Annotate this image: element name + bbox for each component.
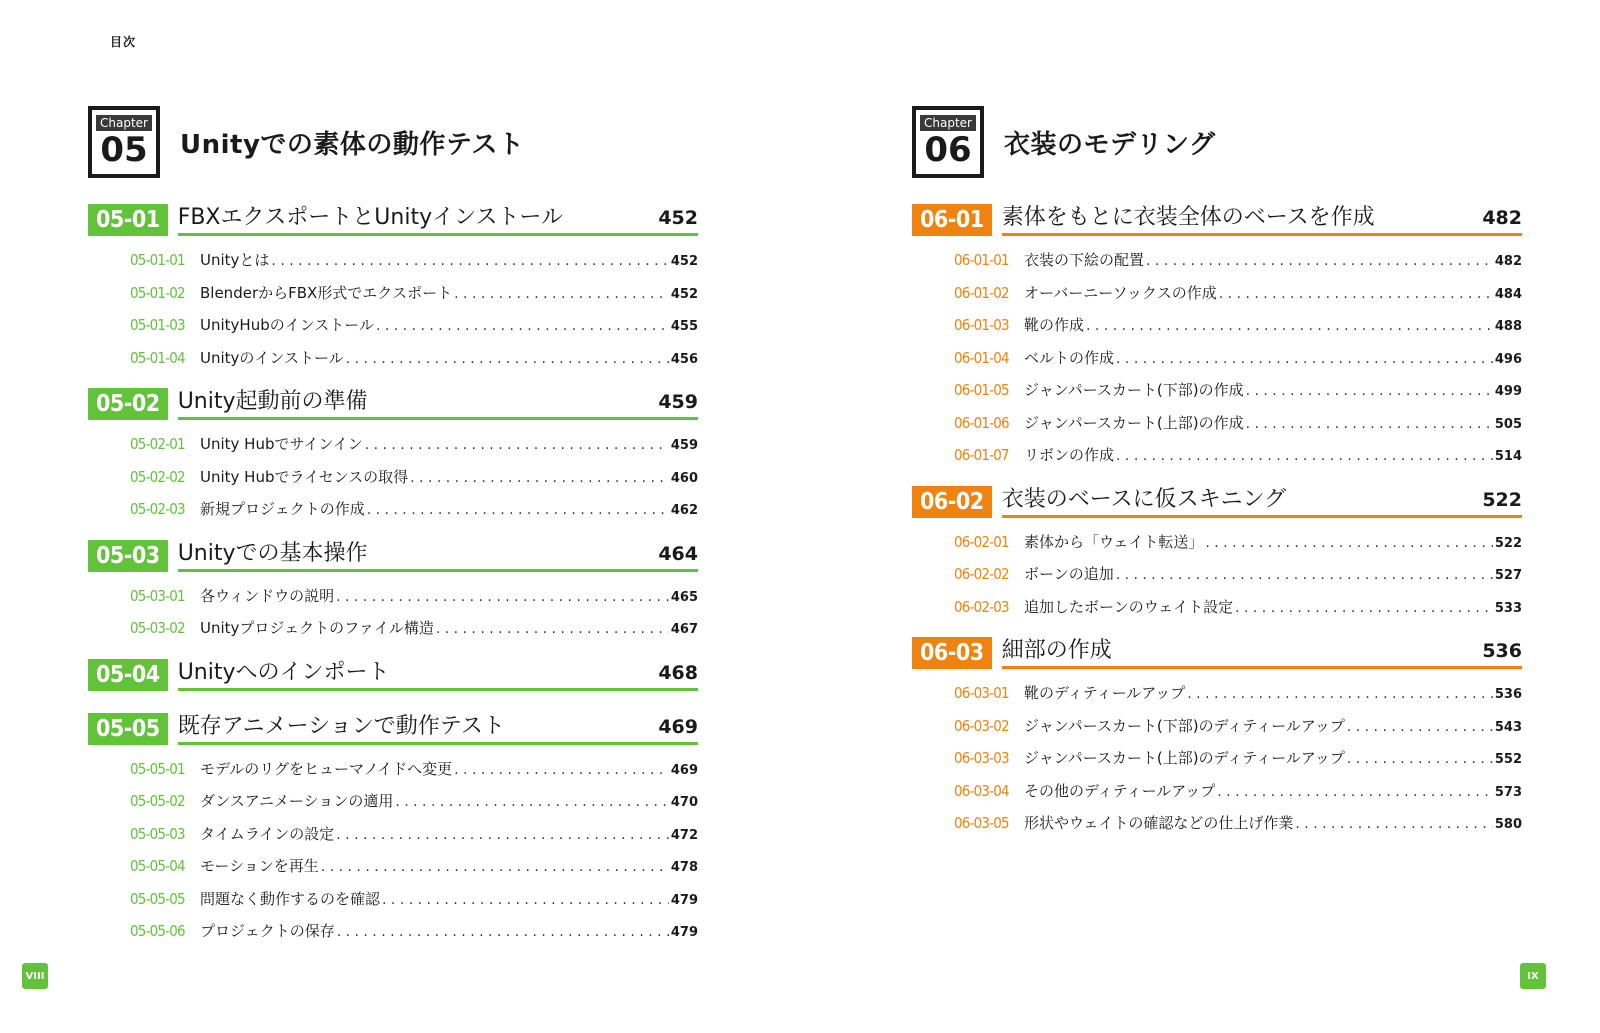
item-page-number: 460 [670,470,698,486]
section-page-number: 482 [1482,207,1522,229]
item-title: 素体から「ウェイト転送」 [1024,532,1204,551]
item-page-number: 462 [670,503,698,518]
toc-section [88,536,698,645]
item-title: その他のディティールアップ [1024,781,1216,800]
dot-leader [376,310,669,343]
dot-leader [1086,310,1493,343]
item-title: プロジェクトの保存 [200,922,335,940]
toc-item [130,428,698,461]
item-title: 新規プロジェクトの作成 [200,500,365,518]
item-title: Unityのインストール [200,348,344,367]
dot-leader [1116,559,1493,592]
toc-item-list [130,753,698,948]
section-header [912,482,1522,518]
chapter-label: Chapter [96,115,152,131]
dot-leader [1205,527,1492,560]
toc-item [130,277,698,310]
item-page-number: 505 [1494,416,1522,432]
item-title: タイムラインの設定 [200,824,335,843]
item-title: 各ウィンドウの説明 [200,586,335,605]
item-code: 05-03-02 [130,619,185,637]
toc-item [130,753,698,786]
toc-item [954,591,1522,624]
chapter-box [912,106,984,178]
left-page [88,0,698,1033]
item-title: モーションを再生 [200,857,319,875]
item-code: 06-02-01 [954,532,1009,551]
item-code: 05-01-03 [130,316,185,334]
section-header [88,200,698,236]
section-code-badge: 05-04 [88,659,168,691]
right-page [912,0,1522,1033]
toc-item [130,309,698,342]
dot-leader [367,494,669,527]
section-header [912,200,1522,236]
item-page-number: 514 [1494,449,1522,464]
section-page-number: 452 [658,207,698,229]
section-header [88,709,698,745]
toc-section [912,633,1522,840]
toc-item [130,244,698,277]
item-code: 06-01-07 [954,446,1009,464]
section-page-number: 464 [658,542,698,565]
dot-leader [436,613,669,646]
item-code: 05-05-06 [130,922,185,940]
toc-item [954,309,1522,342]
section-page-number: 468 [658,661,698,684]
toc-item [954,558,1522,591]
item-page-number: 580 [1494,817,1522,832]
section-header [88,536,698,572]
item-code: 06-01-01 [954,251,1009,269]
toc-item-list [130,244,698,374]
toc-item [954,807,1522,840]
section-title-row [178,538,698,572]
section-title: 衣装のベースに仮スキニング [1001,486,1287,512]
chapter-number: 06 [924,130,972,170]
item-title: 衣装の下絵の配置 [1024,251,1145,269]
item-title: ジャンパースカート(上部)のディティールアップ [1024,749,1345,767]
chapter-label: Chapter [920,115,976,131]
item-page-number: 452 [670,286,698,302]
toc-item [954,526,1522,559]
item-page-number: 484 [1494,286,1522,302]
item-page-number: 472 [670,827,698,843]
dot-leader [346,343,669,376]
section-header [912,633,1522,669]
item-title: モデルのリグをヒューマノイドへ変更 [200,759,453,778]
toc-item [954,439,1522,472]
item-title: UnityHubのインストール [200,316,374,334]
section-title: FBXエクスポートとUnityインストール [177,205,563,230]
section-list [88,200,698,958]
toc-item-list [130,428,698,526]
section-title-row [178,202,698,236]
section-title: 細部の作成 [1001,638,1112,663]
dot-leader [410,462,669,495]
item-title: オーバーニーソックスの作成 [1024,283,1217,302]
dot-leader [1295,808,1492,841]
section-title-row [178,711,698,745]
section-header [88,384,698,420]
item-title: 問題なく動作するのを確認 [200,889,381,908]
section-page-number: 522 [1482,488,1522,511]
section-page-number: 459 [658,391,698,413]
item-page-number: 488 [1494,319,1522,334]
item-page-number: 467 [670,622,698,637]
item-code: 06-03-03 [954,749,1009,767]
item-code: 05-03-01 [130,586,185,605]
item-page-number: 469 [670,762,698,778]
running-head: 目次 [110,35,137,49]
item-title: Unity Hubでサインイン [200,435,363,453]
chapter-title: Unityでの素体の動作テスト [180,129,525,160]
section-title-row [178,657,698,691]
item-code: 05-02-01 [130,435,185,453]
section-code-badge: 06-03 [912,637,992,669]
page-number-badge: IX [1520,963,1546,989]
toc-item [130,461,698,494]
item-page-number: 465 [670,589,698,605]
item-title: ボーンの追加 [1024,565,1114,583]
dot-leader [1217,776,1493,809]
item-code: 06-02-03 [954,597,1009,616]
toc-item [130,818,698,851]
dot-leader [1235,592,1493,625]
section-title: 既存アニメーションで動作テスト [177,713,505,739]
toc-item [954,677,1522,710]
item-title: ベルトの作成 [1024,348,1115,367]
dot-leader [395,786,669,819]
dot-leader [1219,278,1493,311]
toc-item [130,850,698,883]
toc-item-list [954,526,1522,624]
toc-item [954,277,1522,310]
section-code-badge: 06-01 [912,204,992,236]
item-code: 05-05-01 [130,759,185,778]
section-code-badge: 05-03 [88,540,168,572]
section-code-badge: 05-02 [88,388,168,420]
dot-leader [1116,343,1493,376]
item-title: ジャンパースカート(下部)のディティールアップ [1024,716,1345,735]
item-title: Unity Hubでライセンスの取得 [200,467,409,486]
dot-leader [382,884,669,917]
toc-item-list [954,244,1522,472]
dot-leader [1246,375,1493,408]
item-page-number: 499 [1494,384,1522,399]
section-code-badge: 05-01 [88,204,168,236]
dot-leader [271,245,668,278]
toc-section [912,200,1522,472]
chapter-header [88,102,524,182]
dot-leader [1246,408,1493,441]
item-title: 追加したボーンのウェイト設定 [1024,597,1234,616]
dot-leader [336,581,669,614]
item-code: 06-03-04 [954,781,1009,800]
toc-item [954,775,1522,808]
section-page-number: 469 [658,715,698,738]
section-title-row [1002,484,1522,518]
item-code: 06-01-04 [954,348,1009,367]
item-page-number: 552 [1494,752,1522,767]
item-title: 靴の作成 [1024,316,1085,334]
chapter-box [88,106,160,178]
item-code: 06-02-02 [954,565,1009,583]
item-code: 05-05-02 [130,792,185,810]
item-page-number: 452 [670,254,698,269]
dot-leader [454,278,669,311]
item-code: 06-03-05 [954,814,1009,832]
item-title: ジャンパースカート(上部)の作成 [1024,413,1244,432]
item-title: 靴のディティールアップ [1024,684,1186,702]
toc-item [130,342,698,375]
dot-leader [337,916,669,949]
item-page-number: 459 [670,438,698,453]
item-page-number: 479 [670,925,698,940]
item-code: 05-05-04 [130,857,185,875]
toc-item [130,883,698,916]
item-code: 05-02-02 [130,467,185,486]
section-list [912,200,1522,850]
item-page-number: 470 [670,795,698,810]
section-title-row [178,386,698,420]
item-title: BlenderからFBX形式でエクスポート [200,283,453,302]
toc-item-list [130,580,698,645]
page-number-badge: VIII [22,963,48,989]
item-code: 05-01-02 [130,283,185,302]
dot-leader [1347,743,1493,776]
section-title-row [1002,202,1522,236]
item-code: 05-05-03 [130,824,185,843]
dot-leader [1187,678,1493,711]
toc-item [130,580,698,613]
toc-item [130,612,698,645]
toc-item [954,742,1522,775]
section-title: Unity起動前の準備 [177,389,368,414]
toc-item [130,493,698,526]
dot-leader [1146,245,1493,278]
chapter-title: 衣装のモデリング [1004,129,1216,160]
item-page-number: 533 [1494,600,1522,616]
item-code: 05-01-01 [130,251,185,269]
toc-item [130,915,698,948]
item-page-number: 478 [670,860,698,875]
toc-item [954,342,1522,375]
item-code: 06-01-03 [954,316,1009,334]
toc-item [954,407,1522,440]
dot-leader [1347,711,1493,744]
item-code: 05-05-05 [130,889,185,908]
item-page-number: 543 [1494,719,1522,735]
item-page-number: 479 [670,892,698,908]
section-page-number: 536 [1482,640,1522,662]
section-code-badge: 06-02 [912,486,992,518]
item-code: 06-03-01 [954,684,1009,702]
item-page-number: 522 [1494,535,1522,551]
toc-section [88,200,698,374]
section-title: Unityへのインポート [177,659,390,685]
item-title: 形状やウェイトの確認などの仕上げ作業 [1024,814,1294,832]
toc-section [88,655,698,691]
item-page-number: 482 [1494,254,1522,269]
toc-item [954,710,1522,743]
item-page-number: 455 [670,319,698,334]
dot-leader [365,429,669,462]
toc-section [88,709,698,948]
item-code: 06-01-06 [954,413,1009,432]
item-code: 06-03-02 [954,716,1009,735]
item-code: 05-01-04 [130,348,185,367]
toc-item-list [954,677,1522,840]
section-code-badge: 05-05 [88,713,168,745]
section-title: Unityでの基本操作 [177,540,368,566]
item-code: 05-02-03 [130,500,185,518]
item-page-number: 527 [1494,568,1522,583]
section-title-row [1002,635,1522,669]
item-title: ジャンパースカート(下部)の作成 [1024,381,1244,399]
item-code: 06-01-05 [954,381,1009,399]
toc-item [954,244,1522,277]
item-page-number: 496 [1494,351,1522,367]
item-title: Unityプロジェクトのファイル構造 [200,619,434,637]
item-title: Unityとは [200,251,270,269]
section-header [88,655,698,691]
dot-leader [336,819,669,852]
item-page-number: 573 [1494,784,1522,800]
chapter-number: 05 [100,130,148,170]
toc-section [912,482,1522,624]
dot-leader [321,851,669,884]
item-title: リボンの作成 [1024,446,1115,464]
toc-section [88,384,698,526]
chapter-header [912,102,1215,182]
toc-item [954,374,1522,407]
item-title: ダンスアニメーションの適用 [200,792,394,810]
item-page-number: 456 [670,351,698,367]
section-title: 素体をもとに衣装全体のベースを作成 [1001,205,1375,230]
item-page-number: 536 [1494,687,1522,702]
toc-item [130,785,698,818]
dot-leader [1116,440,1493,473]
dot-leader [454,754,669,787]
item-code: 06-01-02 [954,283,1009,302]
